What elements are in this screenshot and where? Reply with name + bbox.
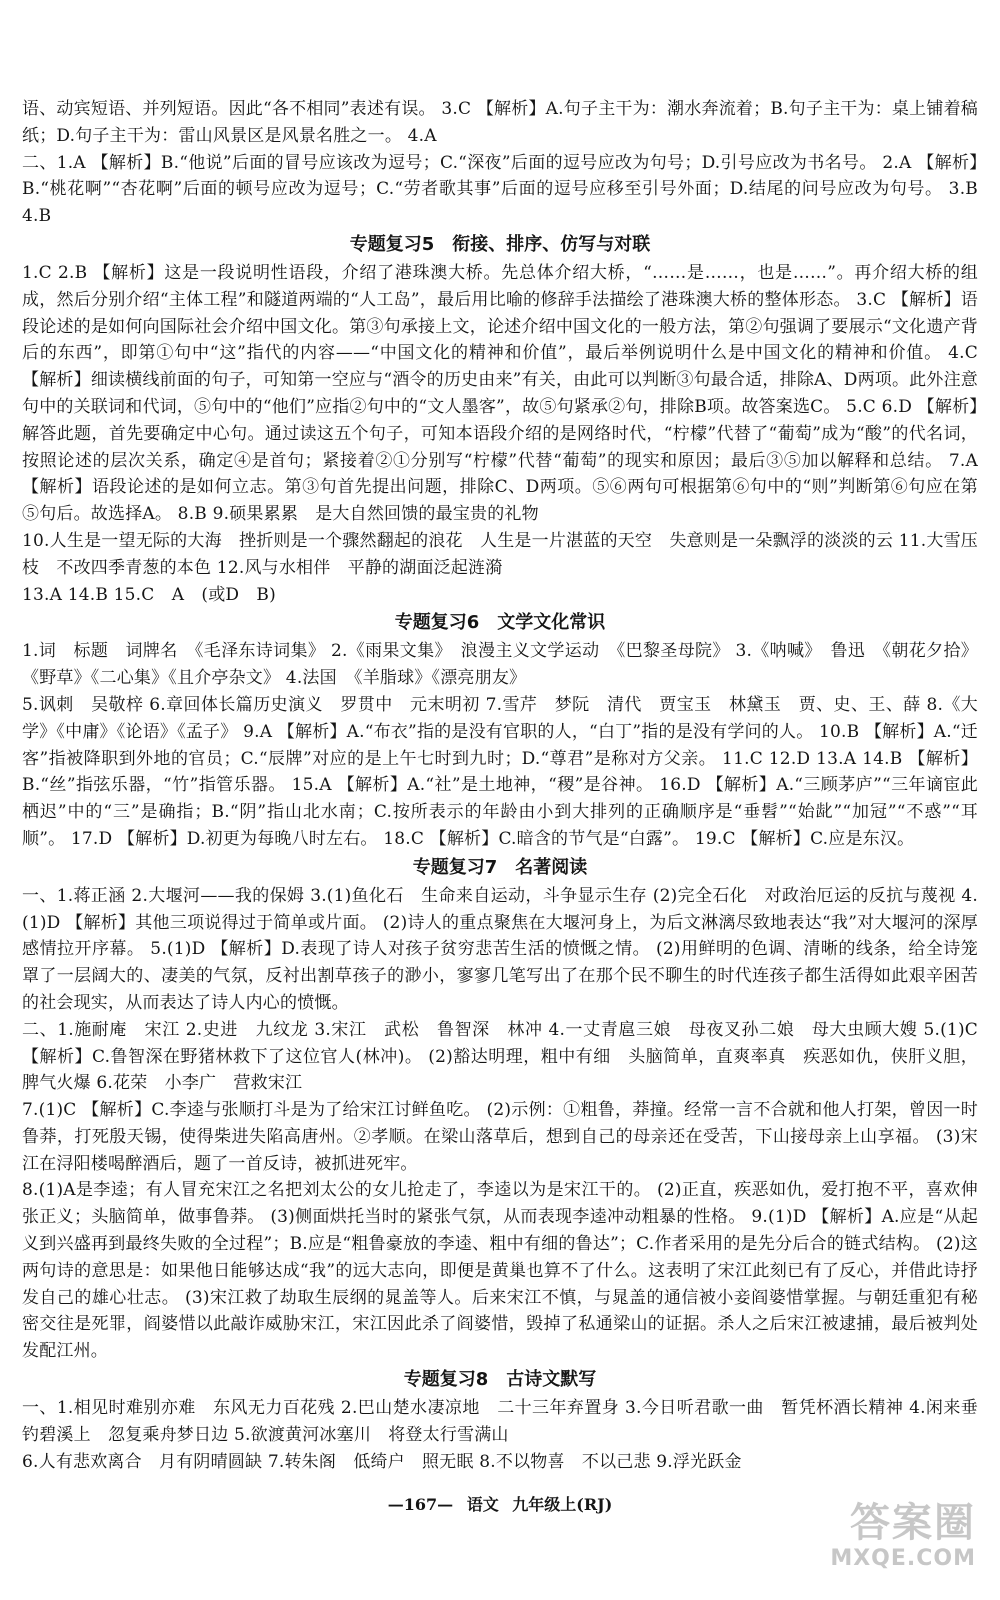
paragraph: 7.(1)C 【解析】C.李逵与张顺打斗是为了给宋江讨鲜鱼吃。 (2)示例：①粗鲁，莽撞。经常一言不合就和他人打架，曾因一时鲁莽，打死殷天锡，使得柴进失陷高唐州。②孝顺。在梁山落草后，想到自己的母亲还在受苦，下山接母亲上山享福。 (3)宋江在浔阳楼喝醉酒后，题了一首反诗，被抓进死牢。 (22, 1100, 978, 1174)
section-heading: 专题复习7 名著阅读 (412, 856, 588, 878)
paragraph: 8.(1)A是李逵；有人冒充宋江之名把刘太公的女儿抢走了，李逵以为是宋江干的。 (2)正直，疾恶如仇，爱打抱不平，喜欢伸张正义；头脑简单，做事鲁莽。 (3)侧面烘托当时的紧张气氛，从而表现李逵冲动粗暴的性格。 9.(1)D 【解析】A.应是“从起义到兴盛再到最终失败的全过程”；B.应是“粗鲁豪放的李逵、粗中有细的鲁达”；C.作者采用的是先分后合的链式结构。 (2)这两句诗的意思是：如果他日能够达成“我”的远大志向，即便是黄巢也算不了什么。这表明了宋江此刻已有了反心，并借此诗抒发自己的雄心壮志。 (3)宋江救了劫取生辰纲的晁盖等人。后来宋江不慎，与晁盖的通信被小妾阎婆惜掌握。与朝廷重犯有秘密交往是死罪，阎婆惜以此敲诈威胁宋江，宋江因此杀了阎婆惜，毁掉了私通梁山的证据。杀人之后宋江被逮捕，最后被判处发配江州。 (22, 1180, 978, 1362)
section-heading: 专题复习6 文学文化常识 (394, 612, 606, 634)
section-7 (22, 853, 978, 1365)
paragraph: 二、1.A 【解析】B.“他说”后面的冒号应该改为逗号；C.“深夜”后面的逗号应改为句号；D.引号应改为书名号。 2.A 【解析】B.“桃花啊”“杏花啊”后面的顿号应改为逗号；C.“劳者歌其事”后面的逗号应移至引号外面；D.结尾的问号应改为句号。 3.B 4.B (22, 152, 978, 227)
section-heading: 专题复习5 衔接、排序、仿写与对联 (349, 233, 651, 255)
section-heading: 专题复习8 古诗文默写 (403, 1369, 597, 1391)
paragraph: 二、1.施耐庵 宋江 2.史进 九纹龙 3.宋江 武松 鲁智深 林冲 4.一丈青扈三娘 母夜叉孙二娘 母大虫顾大嫂 5.(1)C 【解析】C.鲁智深在野猪林救下了这位官人(林冲)。 (2)豁达明理，粗中有细 头脑简单，直爽率真 疾恶如仇，侠肝义胆，脾气火爆 6.花荣 小李广 营救宋江 (22, 1019, 978, 1094)
paragraph: 5.讽刺 吴敬梓 6.章回体长篇历史演义 罗贯中 元末明初 7.雪芹 梦阮 清代 贾宝玉 林黛玉 贾、史、王、薛 8.《大学》《中庸》《论语》《孟子》 9.A 【解析】A.“布衣”指的是没有官职的人，“白丁”指的是没有学问的人。 10.B 【解析】A.“迁客”指被降职到外地的官员；C.“辰牌”对应的是上午七时到九时；D.“尊君”是称对方父亲。 11.C 12.D 13.A 14.B 【解析】B.“丝”指弦乐器，“竹”指管乐器。 15.A 【解析】A.“社”是土地神，“稷”是谷神。 16.D 【解析】A.“三顾茅庐”“三年谪宦此栖迟”中的“三”是确指；B.“阴”指山北水南；C.按所表示的年龄由小到大排列的正确顺序是“垂髫”“始龀”“加冠”“不惑”“耳顺”。 17.D 【解析】D.初更为每晚八时左右。 18.C 【解析】C.暗含的节气是“白露”。 19.C 【解析】C.应是东汉。 (22, 694, 978, 849)
paragraph: 一、1.相见时难别亦难 东风无力百花残 2.巴山楚水凄凉地 二十三年弃置身 3.今日听君歌一曲 暂凭杯酒长精神 4.闲来垂钓碧溪上 忽复乘舟梦日边 5.欲渡黄河冰塞川 将登太行雪满山 (22, 1398, 978, 1445)
subject-label: 语文 (466, 1495, 499, 1514)
grade-label: 九年级上(RJ) (512, 1495, 613, 1514)
section-6 (22, 608, 978, 852)
page-number: —167— (387, 1495, 454, 1514)
watermark-url: MXQE.COM (830, 1546, 976, 1571)
paragraph: 一、1.蒋正涵 2.大堰河——我的保姆 3.(1)鱼化石 生命来自运动，斗争显示生存 (2)完全石化 对政治厄运的反抗与蔑视 4.(1)D 【解析】其他三项说得过于简单或片面。 (2)诗人的重点聚焦在大堰河身上，为后文淋漓尽致地表达“我”对大堰河的深厚感情拉开序幕。 5.(1)D 【解析】D.表现了诗人对孩子贫穷悲苦生活的愤慨之情。 (2)用鲜明的色调、清晰的线条，给全诗笼罩了一层阔大的、凄美的气氛，反衬出割草孩子的渺小，寥寥几笔写出了在那个民不聊生的时代连孩子都生活得如此艰辛困苦的社会现实，从而表达了诗人内心的愤慨。 (22, 885, 978, 1013)
answer-page (22, 96, 978, 1475)
paragraph: 1.词 标题 词牌名 《毛泽东诗词集》 2.《雨果文集》 浪漫主义文学运动 《巴黎圣母院》 3.《呐喊》 鲁迅 《朝花夕拾》《野草》《二心集》《且介亭杂文》 4.法国 《羊脂球》《漂亮朋友》 (22, 641, 978, 689)
paragraph: 10.人生是一望无际的大海 挫折则是一个骤然翻起的浪花 人生是一片湛蓝的天空 失意则是一朵飘浮的淡淡的云 11.大雪压枝 不改四季青葱的本色 12.风与水相伴 平静的湖面泛起涟漪 (22, 530, 978, 578)
paragraph: 13.A 14.B 15.C A (或D B) (22, 584, 276, 605)
paragraph: 6.人有悲欢离合 月有阴晴圆缺 7.转朱阁 低绮户 照无眠 8.不以物喜 不以己悲 9.浮光跃金 (22, 1451, 742, 1472)
watermark-logo: 答案圈 (850, 1500, 976, 1546)
paragraph: 1.C 2.B 【解析】这是一段说明性语段，介绍了港珠澳大桥。先总体介绍大桥，“……是……，也是……”。再介绍大桥的组成，然后分别介绍“主体工程”和隧道两端的“人工岛”，最后用比喻的修辞手法描绘了港珠澳大桥的整体形态。 3.C 【解析】语段论述的是如何向国际社会介绍中国文化。第③句承接上文，论述介绍中国文化的一般方法，第②句强调了要展示“文化遗产背后的东西”，即第①句中“这”指代的内容——“中国文化的精神和价值”，最后举例说明什么是中国文化的精神和价值。 4.C 【解析】细读横线前面的句子，可知第一空应与“酒令的历史由来”有关，由此可以判断③句最合适，排除A、D两项。此外注意句中的关联词和代词，⑤句中的“他们”应指②句中的“文人墨客”，故⑤句紧承②句，排除B项。故答案选C。 5.C 6.D 【解析】解答此题，首先要确定中心句。通过读这五个句子，可知本语段介绍的是网络时代，“柠檬”代替了“葡萄”成为“酸”的代名词，按照论述的层次关系，确定④是首句；紧接着②①分别写“柠檬”代替“葡萄”的现实和原因；最后③⑤加以解释和总结。 7.A 【解析】语段论述的是如何立志。第③句首先提出问题，排除C、D两项。⑤⑥两句可根据第⑥句中的“则”判断第⑥句应在第⑤句后。故选择A。 8.B 9.硕果累累 是大自然回馈的最宝贵的礼物 (22, 262, 978, 525)
section-8 (22, 1365, 978, 1475)
section-5 (22, 230, 978, 608)
watermark (826, 1500, 976, 1571)
paragraph: 语、动宾短语、并列短语。因此“各不相同”表述有误。 3.C 【解析】A.句子主干为：潮水奔流着；B.句子主干为：桌上铺着稿纸；D.句子主干为：雷山风景区是风景名胜之一。 4.A (22, 99, 978, 146)
